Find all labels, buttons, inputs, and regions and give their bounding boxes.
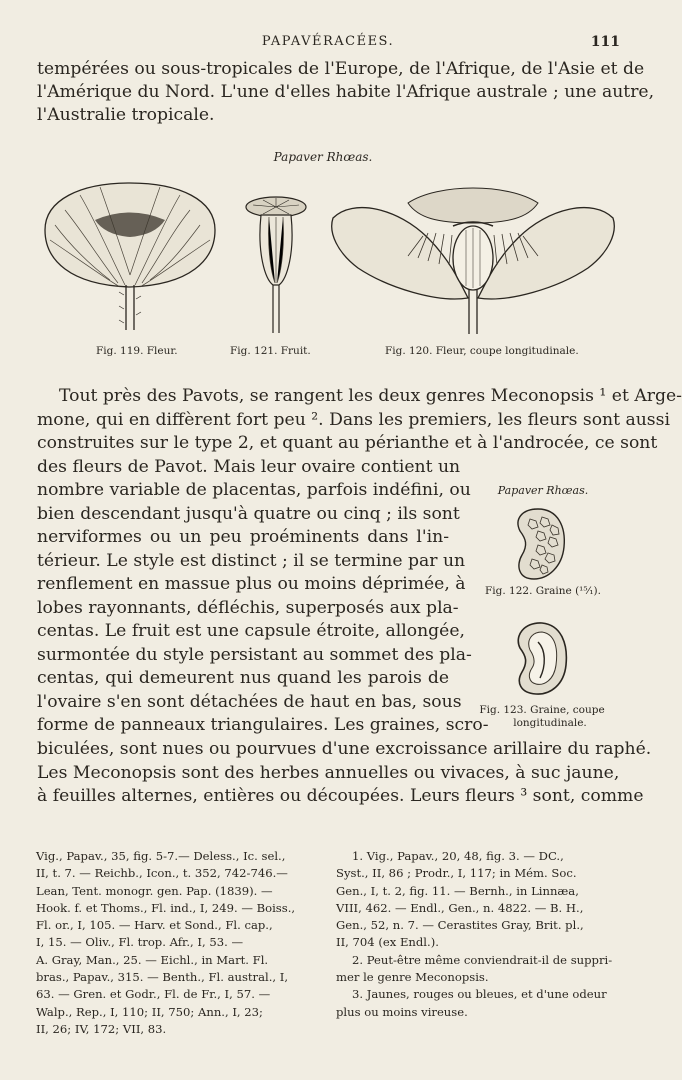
text-line: nerviformes ou un peu proéminents dans l'in-: [37, 527, 449, 547]
footnote-line: Syst., II, 86 ; Prodr., I, 117; in Mém. Soc.: [336, 866, 577, 881]
footnote-line: Fl. or., I, 105. — Harv. et Sond., Fl. cap.,: [36, 918, 273, 933]
footnote-line: 1. Vig., Papav., 20, 48, fig. 3. — DC.,: [352, 849, 564, 863]
footnote-line: 63. — Gren. et Godr., Fl. de Fr., I, 57. —: [36, 987, 271, 1002]
text-line: biculées, sont nues ou pourvues d'une excroissance arillaire du raphé.: [37, 739, 652, 759]
text-line: centas, qui demeurent nus quand les parois de: [37, 668, 449, 688]
footnote-line: VIII, 462. — Endl., Gen., n. 4822. — B. H.,: [336, 900, 584, 915]
poppy-section-illustration: [328, 178, 618, 338]
footnote-line: Walp., Rep., I, 110; II, 750; Ann., I, 23;: [36, 1004, 263, 1019]
footnote-line: bras., Papav., 315. — Benth., Fl. austral., I,: [36, 970, 289, 985]
footnote-line: Gen., I, t. 2, fig. 11. — Bernh., in Linnæa,: [336, 883, 579, 898]
running-title: PAPAVÉRACÉES.: [261, 34, 395, 49]
footnote-line: Vig., Papav., 35, fig. 5-7.— Deless., Ic. sel.,: [36, 849, 286, 863]
text-line: Les Meconopsis sont des herbes annuelles ou vivaces, à suc jaune,: [37, 762, 620, 783]
footnote-line: I, 15. — Oliv., Fl. trop. Afr., I, 53. —: [36, 935, 244, 950]
narrow-paragraph: [37, 456, 489, 738]
text-line: des fleurs de Pavot. Mais leur ovaire contient un: [37, 456, 461, 477]
footnote-line: 3. Jaunes, rouges ou bleues, et d'une odeur: [352, 987, 607, 1002]
text-line: centas. Le fruit est une capsule étroite, allongée,: [37, 621, 465, 641]
footnote-line: mer le genre Meconopsis.: [336, 970, 489, 985]
main-paragraph-continued: [37, 738, 652, 809]
figure-title: Papaver Rhœas.: [273, 150, 373, 164]
fig120-caption: Fig. 120. Fleur, coupe longitudinale.: [385, 345, 579, 357]
fig123-caption-line: Fig. 123. Graine, coupe: [479, 704, 605, 716]
text-line: renflement en massue plus ou moins déprimée, à: [37, 574, 466, 594]
text-line: térieur. Le style est distinct ; il se termine par un: [37, 550, 466, 571]
footnotes-left: [36, 848, 319, 1038]
footnote-line: Lean, Tent. monogr. gen. Pap. (1839). —: [36, 883, 273, 898]
footnote-line: II, 26; IV, 172; VII, 83.: [36, 1021, 167, 1036]
fig122-caption: Fig. 122. Graine (¹⁵⁄₁).: [484, 585, 601, 597]
text-line: l'Amérique du Nord. L'une d'elles habite l'Afrique australe ; une autre,: [37, 82, 655, 102]
text-line: l'Australie tropicale.: [37, 105, 215, 125]
text-line: Tout près des Pavots, se rangent les deux genres Meconopsis ¹ et Arge-: [59, 386, 682, 406]
text-line: bien descendant jusqu'à quatre ou cinq ; ils sont: [37, 503, 460, 524]
footnote-line: 2. Peut-être même conviendrait-il de suppri-: [352, 952, 613, 967]
text-line: nombre variable de placentas, parfois indéfini, ou: [37, 480, 471, 500]
text-line: à feuilles alternes, entières ou découpées. Leurs fleurs ³ sont, comme: [37, 786, 644, 806]
footnote-line: II, t. 7. — Reichb., Icon., t. 352, 742-746.—: [36, 866, 288, 881]
text-line: surmontée du style persistant au sommet des pla-: [37, 644, 472, 665]
footnote-line: Hook. f. et Thoms., Fl. ind., I, 249. — Boiss.,: [36, 900, 296, 915]
footnotes-right: [336, 848, 616, 1021]
footnote-line: plus ou moins vireuse.: [336, 1004, 468, 1019]
side-figure-title: Papaver Rhœas.: [497, 484, 589, 497]
fig123-caption: [474, 704, 610, 730]
text-line: tempérées ou sous-tropicales de l'Europe, de l'Afrique, de l'Asie et de: [37, 59, 645, 79]
footnote-line: A. Gray, Man., 25. — Eichl., in Mart. Fl.: [36, 952, 269, 967]
main-paragraph: [37, 385, 682, 456]
seed-section-illustration: [510, 620, 570, 698]
fig121-caption: Fig. 121. Fruit.: [230, 345, 311, 357]
footnote-line: II, 704 (ex Endl.).: [336, 935, 439, 950]
poppy-flower-illustration: [40, 175, 220, 335]
fig123-caption-line: longitudinale.: [513, 717, 587, 729]
seed-illustration: [508, 505, 570, 583]
text-line: l'ovaire s'en sont détachées de haut en bas, sous: [37, 691, 462, 712]
text-line: lobes rayonnants, défléchis, superposés aux pla-: [37, 597, 459, 618]
page-header: [36, 34, 620, 52]
intro-paragraph: [37, 58, 655, 127]
text-line: mone, qui en diffèrent fort peu ². Dans les premiers, les fleurs sont aussi: [37, 409, 670, 430]
poppy-capsule-illustration: [243, 193, 309, 339]
page-number: 111: [590, 34, 620, 50]
text-line: forme de panneaux triangulaires. Les graines, scro-: [37, 715, 489, 735]
text-line: construites sur le type 2, et quant au périanthe et à l'androcée, ce sont: [37, 433, 658, 453]
fig119-caption: Fig. 119. Fleur.: [96, 345, 178, 357]
footnote-line: Gen., 52, n. 7. — Cerastites Gray, Brit. pl.,: [336, 918, 584, 933]
